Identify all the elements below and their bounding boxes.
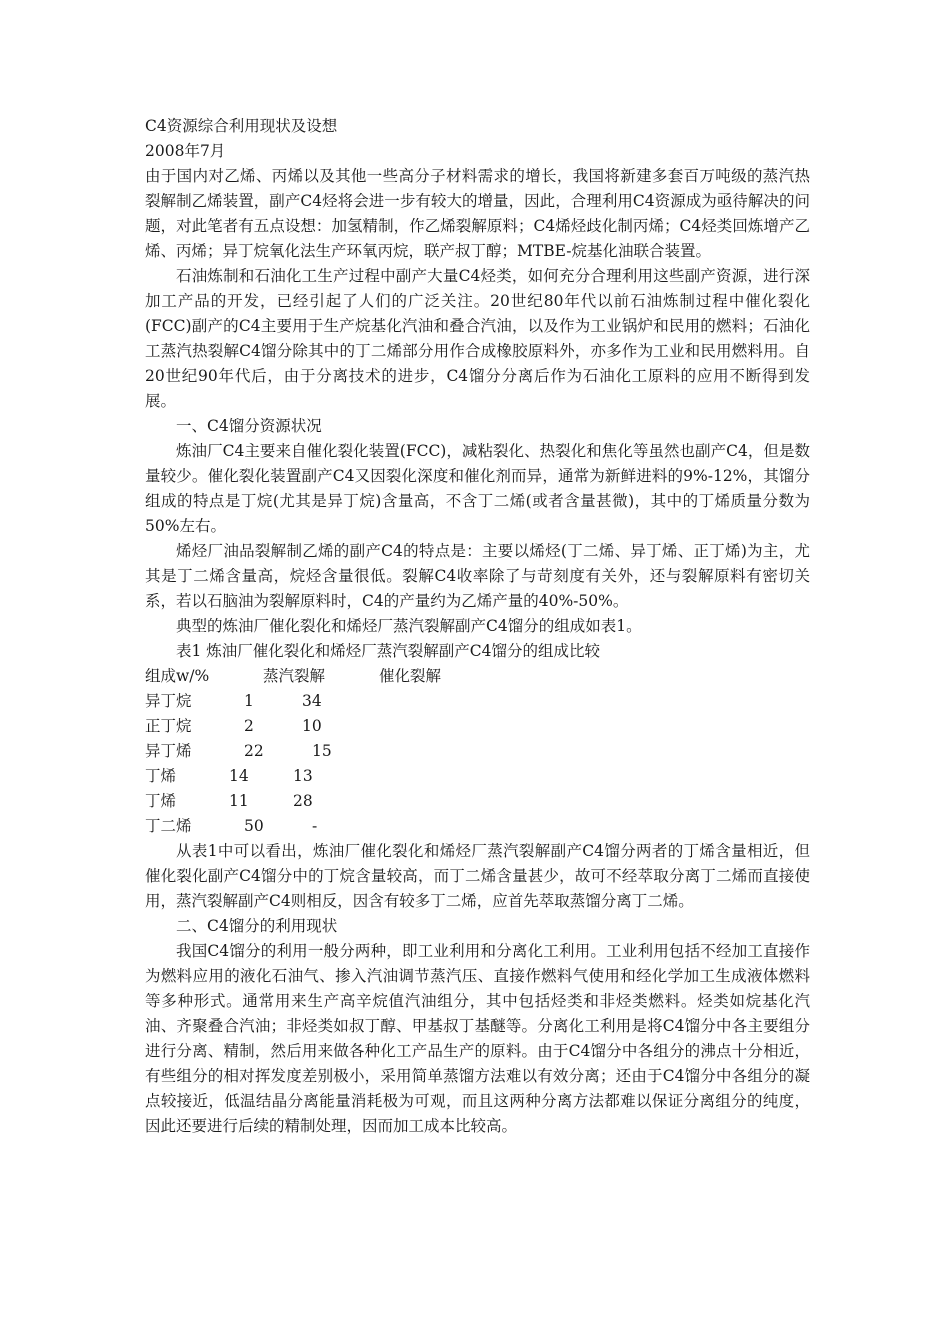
document-date: 2008年7月	[145, 142, 226, 160]
section1-paragraph-4: 从表1中可以看出，炼油厂催化裂化和烯烃厂蒸汽裂解副产C4馏分两者的丁烯含量相近，但催化裂化副产C4馏分中的丁烷含量较高，而丁二烯含量甚少，故可不经萃取分离丁二烯而直接使用，蒸汽裂解副产C4则相反，因含有较多丁二烯，应首先萃取蒸馏分离丁二烯。	[145, 842, 810, 910]
intro-paragraph: 石油炼制和石油化工生产过程中副产大量C4烃类，如何充分合理利用这些副产资源，进行深加工产品的开发，已经引起了人们的广泛关注。20世纪80年代以前石油炼制过程中催化裂化(FCC)副产的C4主要用于生产烷基化汽油和叠合汽油，以及作为工业锅炉和民用的燃料；石油化工蒸汽热裂解C4馏分除其中的丁二烯部分用作合成橡胶原料外，亦多作为工业和民用燃料用。自20世纪90年代后，由于分离技术的进步，C4馏分分离后作为石油化工原料的应用不断得到发展。	[145, 267, 810, 410]
table-row	[145, 789, 810, 814]
table-cell: 11	[229, 792, 249, 810]
table-cell: 异丁烷	[145, 692, 192, 710]
table-cell: 正丁烷	[145, 717, 192, 735]
table-header-row	[145, 664, 810, 689]
table-cell: 异丁烯	[145, 742, 192, 760]
table-cell: 14	[229, 767, 249, 785]
table-row	[145, 764, 810, 789]
table-cell: 2	[244, 717, 254, 735]
abstract-paragraph: 由于国内对乙烯、丙烯以及其他一些高分子材料需求的增长，我国将新建多套百万吨级的蒸汽热裂解制乙烯装置，副产C4烃将会进一步有较大的增量，因此，合理利用C4资源成为亟待解决的问题，对此笔者有五点设想：加氢精制，作乙烯裂解原料；C4烯烃歧化制丙烯；C4烃类回炼增产乙烯、丙烯；异丁烷氧化法生产环氧丙烷，联产叔丁醇；MTBE-烷基化油联合装置。	[145, 167, 810, 260]
table-cell: 丁二烯	[145, 817, 192, 835]
table-cell: 28	[293, 792, 313, 810]
table-cell: 丁烯	[145, 767, 177, 785]
table-row	[145, 689, 810, 714]
table-cell: 50	[244, 817, 264, 835]
section2-heading: 二、C4馏分的利用现状	[176, 917, 338, 935]
table-cell: 34	[302, 692, 322, 710]
table-cell: 22	[244, 742, 264, 760]
document-title: C4资源综合利用现状及设想	[145, 117, 338, 135]
table-cell: 丁烯	[145, 792, 177, 810]
table-cell: 13	[293, 767, 313, 785]
table-header-cell: 催化裂解	[379, 667, 442, 685]
table-header-cell: 组成w/%	[145, 667, 210, 685]
table-row	[145, 739, 810, 764]
document-page	[145, 114, 810, 1139]
section1-heading: 一、C4馏分资源状况	[176, 417, 322, 435]
table-header-cell: 蒸汽裂解	[263, 667, 326, 685]
section2-paragraph-1: 我国C4馏分的利用一般分两种，即工业利用和分离化工利用。工业利用包括不经加工直接作为燃料应用的液化石油气、掺入汽油调节蒸汽压、直接作燃料气使用和经化学加工生成液体燃料等多种形式。通常用来生产高辛烷值汽油组分，其中包括烃类和非烃类燃料。烃类如烷基化汽油、齐聚叠合汽油；非烃类如叔丁醇、甲基叔丁基醚等。分离化工利用是将C4馏分中各主要组分进行分离、精制，然后用来做各种化工产品生产的原料。由于C4馏分中各组分的沸点十分相近，有些组分的相对挥发度差别极小，采用简单蒸馏方法难以有效分离；还由于C4馏分中各组分的凝点较接近，低温结晶分离能量消耗极为可观，而且这两种分离方法都难以保证分离组分的纯度，因此还要进行后续的精制处理，因而加工成本比较高。	[145, 942, 810, 1135]
table-cell: 15	[312, 742, 332, 760]
section1-paragraph-1: 炼油厂C4主要来自催化裂化装置(FCC)，减粘裂化、热裂化和焦化等虽然也副产C4，但是数量较少。催化裂化装置副产C4又因裂化深度和催化剂而异，通常为新鲜进料的9%-12%，其馏分组成的特点是丁烷(尤其是异丁烷)含量高，不含丁二烯(或者含量甚微)，其中的丁烯质量分数为50%左右。	[145, 442, 810, 535]
table-caption: 表1 炼油厂催化裂化和烯烃厂蒸汽裂解副产C4馏分的组成比较	[176, 642, 601, 660]
table-cell: -	[312, 817, 318, 835]
table-cell: 10	[302, 717, 322, 735]
section1-paragraph-2: 烯烃厂油品裂解制乙烯的副产C4的特点是：主要以烯烃(丁二烯、异丁烯、正丁烯)为主，尤其是丁二烯含量高，烷烃含量很低。裂解C4收率除了与苛刻度有关外，还与裂解原料有密切关系，若以石脑油为裂解原料时，C4的产量约为乙烯产量的40%-50%。	[145, 542, 810, 610]
section1-paragraph-3: 典型的炼油厂催化裂化和烯烃厂蒸汽裂解副产C4馏分的组成如表1。	[176, 617, 642, 635]
table-cell: 1	[244, 692, 254, 710]
table-row	[145, 814, 810, 839]
composition-table	[145, 664, 810, 839]
table-row	[145, 714, 810, 739]
